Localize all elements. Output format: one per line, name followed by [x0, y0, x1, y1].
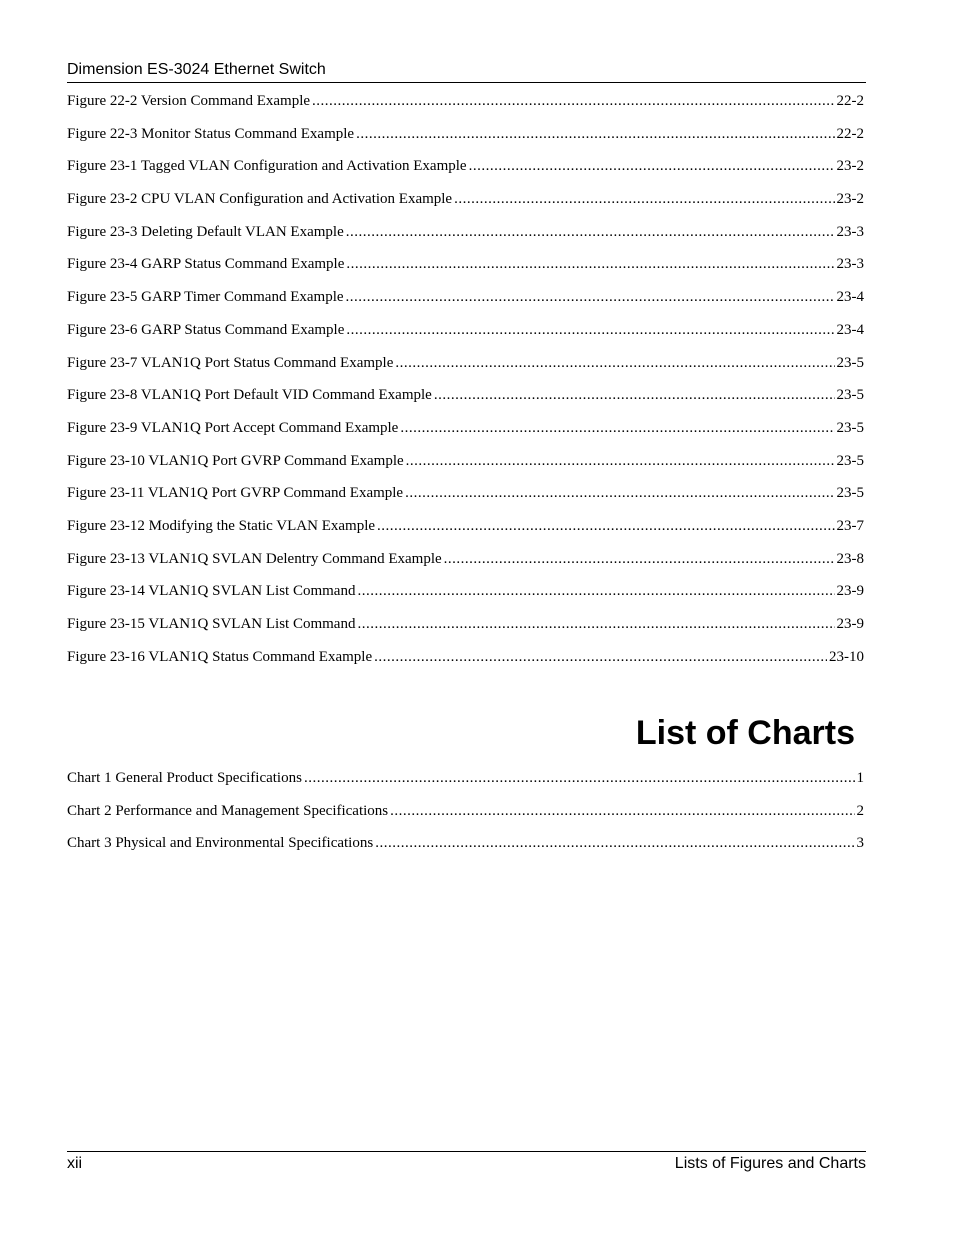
dot-leader: [375, 830, 854, 856]
footer-page-number: xii: [67, 1155, 83, 1172]
figure-title: Figure 23-1 Tagged VLAN Configuration and Activation Example: [67, 158, 467, 175]
figure-title: Figure 23-16 VLAN1Q Status Command Example: [67, 648, 373, 665]
figure-title: Figure 22-3 Monitor Status Command Example: [67, 125, 355, 142]
chart-title: Chart 1 General Product Specifications: [67, 770, 302, 786]
figure-entry[interactable]: [67, 480, 864, 513]
chart-title: Chart 3 Physical and Environmental Specifications: [67, 835, 374, 852]
figure-page-number: 22-2: [836, 93, 864, 109]
figure-entry[interactable]: [67, 350, 864, 383]
figure-title: Figure 23-9 VLAN1Q Port Accept Command Example: [67, 419, 399, 436]
figure-title: Figure 23-2 CPU VLAN Configuration and Activation Example: [67, 191, 453, 208]
footer-section-title: Lists of Figures and Charts: [674, 1155, 866, 1172]
figure-page-number: 23-2: [836, 191, 864, 208]
dot-leader: [346, 284, 835, 310]
figure-entry[interactable]: [67, 611, 864, 644]
figure-page-number: 23-9: [836, 616, 864, 632]
figure-title: Figure 23-12 Modifying the Static VLAN Example: [67, 517, 376, 534]
dot-leader: [444, 546, 835, 572]
figure-page-number: 23-5: [836, 485, 864, 502]
figure-page-number: 22-2: [836, 125, 864, 142]
figure-title: Figure 23-15 VLAN1Q SVLAN List Command: [67, 616, 356, 632]
dot-leader: [356, 121, 834, 147]
figure-entry[interactable]: [67, 219, 864, 252]
figure-page-number: 23-10: [829, 648, 864, 665]
chart-page-number: 3: [856, 835, 864, 852]
figure-entry[interactable]: [67, 121, 864, 154]
chart-entry[interactable]: [67, 765, 864, 798]
figure-entry[interactable]: [67, 578, 864, 611]
dot-leader: [357, 578, 834, 604]
figure-page-number: 23-4: [836, 321, 864, 338]
dot-leader: [346, 317, 834, 343]
figure-title: Figure 23-8 VLAN1Q Port Default VID Command Example: [67, 387, 432, 404]
figure-entry[interactable]: [67, 284, 864, 317]
chart-title: Chart 2 Performance and Management Specifications: [67, 802, 389, 819]
chart-entry[interactable]: [67, 798, 864, 831]
dot-leader: [434, 382, 835, 408]
dot-leader: [395, 350, 834, 376]
figure-page-number: 23-3: [836, 256, 864, 273]
figure-page-number: 23-5: [836, 452, 864, 469]
figure-page-number: 23-8: [836, 550, 864, 567]
chart-entry[interactable]: [67, 830, 864, 863]
dot-leader: [346, 219, 835, 245]
figure-page-number: 23-9: [836, 583, 864, 600]
figure-entry[interactable]: [67, 382, 864, 415]
figure-entry[interactable]: [67, 88, 864, 121]
dot-leader: [374, 644, 827, 670]
figure-page-number: 23-5: [836, 354, 864, 371]
list-of-charts-heading: List of Charts: [635, 714, 855, 752]
figure-entry[interactable]: [67, 153, 864, 186]
figure-page-number: 23-5: [836, 387, 864, 404]
chart-page-number: 2: [856, 802, 864, 819]
figure-title: Figure 22-2 Version Command Example: [67, 93, 311, 109]
page-header: [67, 60, 866, 83]
dot-leader: [400, 415, 834, 441]
figure-page-number: 23-3: [836, 223, 864, 240]
figure-entry[interactable]: [67, 317, 864, 350]
figure-entry[interactable]: [67, 513, 864, 546]
figure-page-number: 23-7: [836, 517, 864, 534]
dot-leader: [454, 186, 834, 212]
figure-title: Figure 23-11 VLAN1Q Port GVRP Command Example: [67, 485, 404, 502]
figure-title: Figure 23-13 VLAN1Q SVLAN Delentry Command Example: [67, 550, 442, 567]
dot-leader: [377, 513, 834, 539]
document-title: Dimension ES-3024 Ethernet Switch: [67, 61, 326, 78]
figure-title: Figure 23-5 GARP Timer Command Example: [67, 289, 344, 306]
figure-page-number: 23-5: [836, 419, 864, 436]
figure-title: Figure 23-10 VLAN1Q Port GVRP Command Example: [67, 452, 404, 469]
dot-leader: [390, 798, 854, 824]
figure-title: Figure 23-7 VLAN1Q Port Status Command Example: [67, 354, 394, 371]
figure-entry[interactable]: [67, 415, 864, 448]
figures-list: [67, 88, 864, 676]
figure-title: Figure 23-4 GARP Status Command Example: [67, 256, 345, 273]
dot-leader: [405, 480, 834, 506]
dot-leader: [304, 765, 855, 791]
dot-leader: [406, 448, 835, 474]
dot-leader: [312, 88, 834, 114]
figure-entry[interactable]: [67, 251, 864, 284]
figure-entry[interactable]: [67, 186, 864, 219]
figure-page-number: 23-2: [836, 158, 864, 175]
figure-title: Figure 23-6 GARP Status Command Example: [67, 321, 345, 338]
figure-title: Figure 23-14 VLAN1Q SVLAN List Command: [67, 583, 356, 600]
figure-page-number: 23-4: [836, 289, 864, 306]
figure-entry[interactable]: [67, 644, 864, 677]
page-footer: [67, 1151, 866, 1175]
figure-entry[interactable]: [67, 546, 864, 579]
dot-leader: [357, 611, 834, 637]
dot-leader: [346, 251, 834, 277]
dot-leader: [469, 153, 835, 179]
chart-page-number: 1: [856, 770, 864, 786]
figure-title: Figure 23-3 Deleting Default VLAN Example: [67, 223, 344, 240]
figure-entry[interactable]: [67, 448, 864, 481]
charts-list: [67, 765, 864, 863]
